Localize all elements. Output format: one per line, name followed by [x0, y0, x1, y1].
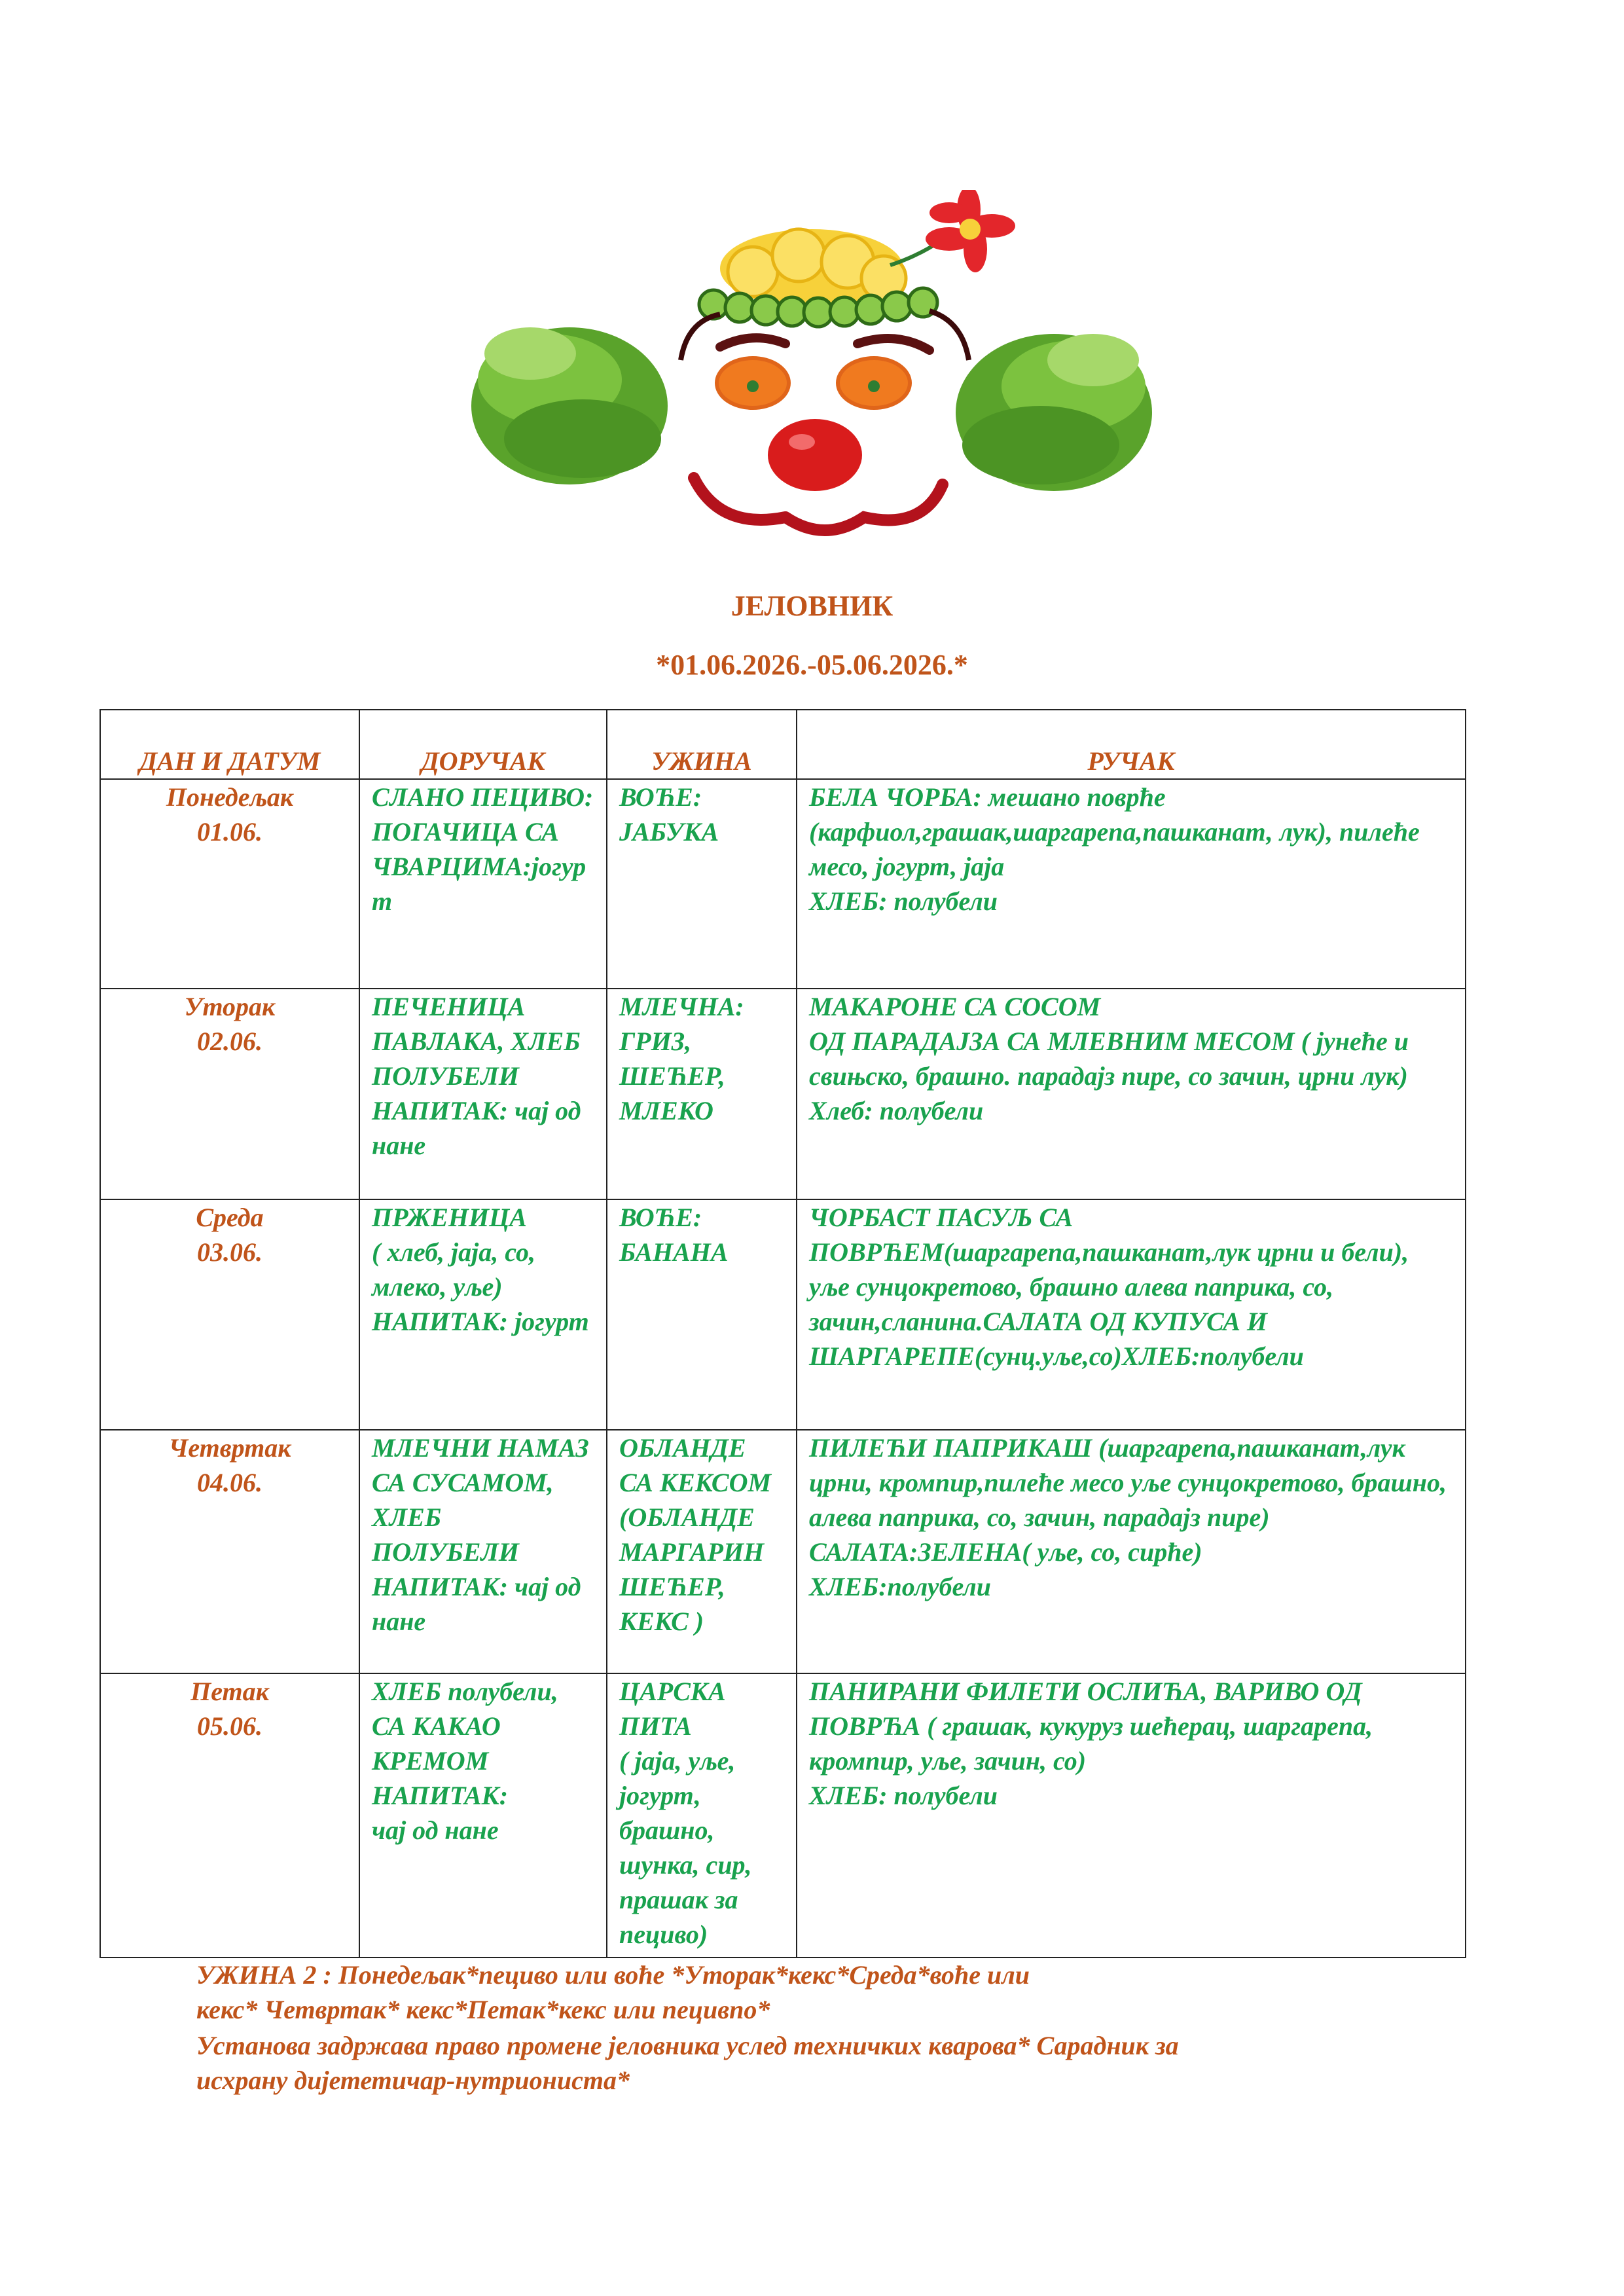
lunch-cell: ПАНИРАНИ ФИЛЕТИ ОСЛИЋА, ВАРИВО ОД ПОВРЋА ( грашак, кукуруз шећерац, шаргарепа, кромпир, уље, зачин, со) ХЛЕБ: полубели	[797, 1673, 1466, 1958]
lunch-cell: МАКАРОНЕ СА СОСОМ ОД ПАРАДАЈЗА СА МЛЕВНИМ МЕСОМ ( јунеће и свињско, брашно. парадајз пире, со зачин, црни лук) Хлеб: полубели	[797, 989, 1466, 1199]
column-header-lunch: РУЧАК	[797, 710, 1466, 779]
snack-cell: МЛЕЧНА: ГРИЗ, ШЕЋЕР, МЛЕКО	[607, 989, 797, 1199]
day-date: 03.06.	[197, 1237, 262, 1267]
day-cell	[100, 1430, 359, 1673]
table-row	[100, 1199, 1466, 1430]
day-date: 04.06.	[197, 1468, 262, 1497]
strawberry-flower	[890, 190, 1015, 272]
day-cell	[100, 989, 359, 1199]
day-date: 05.06.	[197, 1711, 262, 1741]
column-header-snack: УЖИНА	[607, 710, 797, 779]
breakfast-cell: СЛАНО ПЕЦИВО: ПОГАЧИЦА СА ЧВАРЦИМА:јогурт	[359, 779, 607, 989]
breakfast-cell: ПЕЧЕНИЦА ПАВЛАКА, ХЛЕБ ПОЛУБЕЛИ НАПИТАК: чај од нане	[359, 989, 607, 1199]
footer-snack2-line: кекс* Четвртак* кекс*Петак*кекс или пецивпо*	[196, 1995, 770, 2024]
left-lettuce-leaf	[471, 327, 668, 484]
lunch-cell: БЕЛА ЧОРБА: мешано поврће (карфиол,грашак,шаргарепа,пашканат, лук), пилеће месо, јогурт, јаја ХЛЕБ: полубели	[797, 779, 1466, 989]
snack-cell: ВОЋЕ: БАНАНА	[607, 1199, 797, 1430]
menu-table	[99, 709, 1466, 1958]
page-title: ЈЕЛОВНИК	[731, 590, 893, 622]
snack-cell: ОБЛАНДЕ СА КЕКСОМ (ОБЛАНДЕ МАРГАРИН ШЕЋЕР, КЕКС )	[607, 1430, 797, 1673]
day-cell	[100, 1673, 359, 1958]
column-header-breakfast: ДОРУЧАК	[359, 710, 607, 779]
breakfast-cell: ХЛЕБ полубели, СА КАКАО КРЕМОМ НАПИТАК: чај од нане	[359, 1673, 607, 1958]
day-name: Уторак	[184, 992, 276, 1021]
footer-snack2-line: УЖИНА 2 : Понедељак*пециво или воће *Уторак*кекс*Среда*воће или	[196, 1960, 1030, 1990]
footer-notice	[196, 2028, 1506, 2098]
day-name: Петак	[190, 1677, 269, 1706]
column-header-day: ДАН И ДАТУМ	[100, 710, 359, 779]
day-date: 02.06.	[197, 1027, 262, 1056]
left-hair	[681, 314, 720, 360]
right-eyebrow	[857, 338, 929, 350]
footer-notice-line: исхрану дијететичар-нутриониста*	[196, 2066, 630, 2095]
tomato-nose	[768, 419, 862, 491]
table-row	[100, 779, 1466, 989]
footer-notice-line: Установа задржава право промене јеловника услед техничких кварова* Сарадник за	[196, 2031, 1179, 2060]
day-cell	[100, 779, 359, 989]
footer-snack2-note	[196, 1958, 1506, 2027]
table-row	[100, 1430, 1466, 1673]
table-row	[100, 989, 1466, 1199]
day-cell	[100, 1199, 359, 1430]
right-hair	[929, 311, 969, 360]
breakfast-cell: МЛЕЧНИ НАМАЗ СА СУСАМОМ, ХЛЕБ ПОЛУБЕЛИ НАПИТАК: чај од нане	[359, 1430, 607, 1673]
day-date: 01.06.	[197, 817, 262, 847]
menu-date-range: *01.06.2026.-05.06.2026.*	[656, 649, 968, 681]
carrot-eyes	[717, 358, 910, 408]
snack-cell: ЦАРСКА ПИТА ( јаја, уље, јогурт, брашно, шунка, сир, прашак за пециво)	[607, 1673, 797, 1958]
breakfast-cell: ПРЖЕНИЦА ( хлеб, јаја, со, млеко, уље) НАПИТАК: јогурт	[359, 1199, 607, 1430]
lunch-cell: ЧОРБАСТ ПАСУЉ СА ПОВРЋЕМ(шаргарепа,пашканат,лук црни и бели), уље сунцокретово, брашно алева паприка, со, зачин,сланина.САЛАТА ОД КУПУСА И ШАРГАРЕПЕ(сунц.уље,со)ХЛЕБ:полубели	[797, 1199, 1466, 1430]
lunch-cell: ПИЛЕЋИ ПАПРИКАШ (шаргарепа,пашканат,лук црни, кромпир,пилеће месо уље сунцокретово, брашно, алева паприка, со, зачин, парадајз пире) САЛАТА:ЗЕЛЕНА( уље, со, сирће) ХЛЕБ:полубели	[797, 1430, 1466, 1673]
day-name: Четвртак	[168, 1433, 291, 1463]
table-row	[100, 1673, 1466, 1958]
day-name: Понедељак	[166, 782, 294, 812]
table-header-row	[100, 710, 1466, 779]
day-name: Среда	[196, 1203, 264, 1232]
left-eyebrow	[720, 338, 785, 347]
right-lettuce-leaf	[956, 334, 1152, 491]
vegetable-clown-face-image	[471, 190, 1152, 576]
snack-cell: ВОЋЕ: ЈАБУКА	[607, 779, 797, 989]
